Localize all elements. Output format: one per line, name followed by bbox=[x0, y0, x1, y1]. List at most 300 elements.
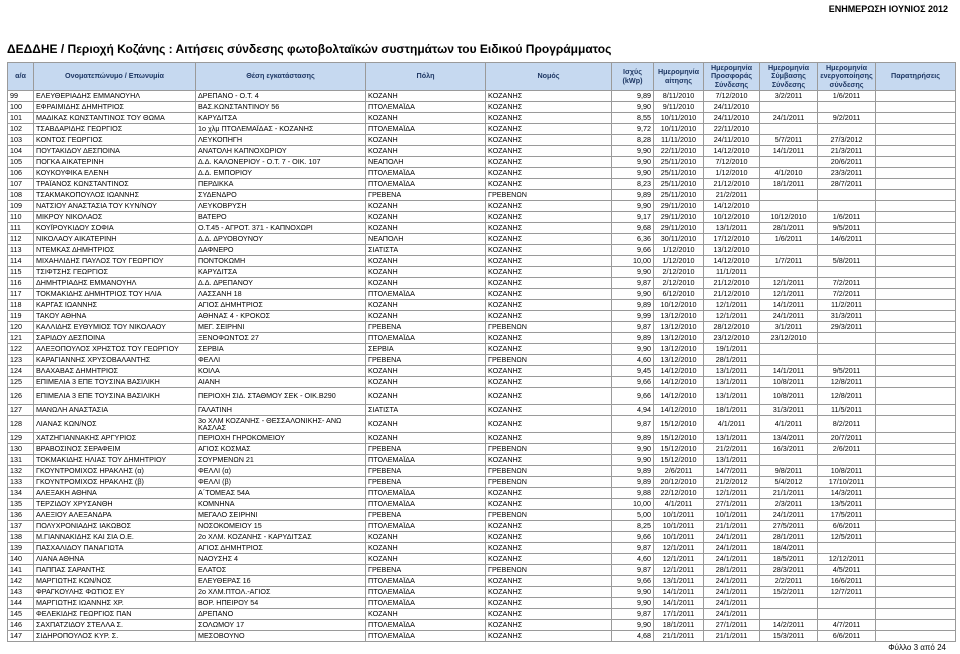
cell-contract-date: 12/1/2011 bbox=[760, 289, 818, 300]
cell-activation-date: 8/2/2011 bbox=[818, 416, 876, 433]
cell-city: ΠΤΟΛΕΜΑΪΔΑ bbox=[366, 179, 486, 190]
cell-city: ΚΟΖΑΝΗ bbox=[366, 267, 486, 278]
cell-aa: 145 bbox=[8, 609, 34, 620]
cell-city: ΚΟΖΑΝΗ bbox=[366, 113, 486, 124]
cell-activation-date bbox=[818, 124, 876, 135]
cell-contract-date bbox=[760, 355, 818, 366]
cell-location: ΓΑΛΑΤΙΝΗ bbox=[196, 405, 366, 416]
cell-name: ΓΚΟΥΝΤΡΟΜΙΧΟΣ ΗΡΑΚΛΗΣ (α) bbox=[34, 466, 196, 477]
cell-remarks bbox=[876, 405, 956, 416]
cell-contract-date bbox=[760, 190, 818, 201]
cell-remarks bbox=[876, 433, 956, 444]
cell-location: ΜΕΣΟΒΟΥΝΟ bbox=[196, 631, 366, 642]
cell-remarks bbox=[876, 444, 956, 455]
cell-city: ΓΡΕΒΕΝΑ bbox=[366, 444, 486, 455]
cell-location: ΣΕΡΒΙΑ bbox=[196, 344, 366, 355]
cell-city: ΓΡΕΒΕΝΑ bbox=[366, 322, 486, 333]
cell-city: ΚΟΖΑΝΗ bbox=[366, 433, 486, 444]
cell-contract-date: 2/2/2011 bbox=[760, 576, 818, 587]
table-row bbox=[8, 499, 956, 510]
cell-aa: 140 bbox=[8, 554, 34, 565]
cell-remarks bbox=[876, 223, 956, 234]
cell-power: 4,94 bbox=[612, 405, 654, 416]
table-row bbox=[8, 366, 956, 377]
cell-aa: 100 bbox=[8, 102, 34, 113]
cell-power: 9,66 bbox=[612, 377, 654, 388]
cell-offer-date: 28/12/2010 bbox=[704, 322, 760, 333]
cell-offer-date: 24/1/2011 bbox=[704, 598, 760, 609]
cell-activation-date: 12/7/2011 bbox=[818, 587, 876, 598]
cell-contract-date: 5/4/2012 bbox=[760, 477, 818, 488]
cell-activation-date bbox=[818, 102, 876, 113]
cell-prefecture: ΚΟΖΑΝΗΣ bbox=[486, 124, 612, 135]
cell-offer-date: 17/12/2010 bbox=[704, 234, 760, 245]
cell-remarks bbox=[876, 609, 956, 620]
cell-location: ΛΕΥΚΟΠΗΓΗ bbox=[196, 135, 366, 146]
cell-activation-date: 17/10/2011 bbox=[818, 477, 876, 488]
cell-offer-date: 24/1/2011 bbox=[704, 554, 760, 565]
cell-location: 1ο χλμ ΠΤΟΛΕΜΑΪΔΑΣ - ΚΟΖΑΝΗΣ bbox=[196, 124, 366, 135]
table-row bbox=[8, 510, 956, 521]
cell-city: ΚΟΖΑΝΗ bbox=[366, 366, 486, 377]
cell-aa: 119 bbox=[8, 311, 34, 322]
cell-name: ΜΙΧΑΗΛΙΔΗΣ ΠΑΥΛΟΣ ΤΟΥ ΓΕΩΡΓΙΟΥ bbox=[34, 256, 196, 267]
cell-name: ΚΟΥΪΡΟΥΚΙΔΟΥ ΣΟΦΙΑ bbox=[34, 223, 196, 234]
cell-activation-date: 27/3/2012 bbox=[818, 135, 876, 146]
cell-prefecture: ΚΟΖΑΝΗΣ bbox=[486, 245, 612, 256]
cell-name: ΚΟΥΚΟΥΦΙΚΑ ΕΛΕΝΗ bbox=[34, 168, 196, 179]
cell-contract-date: 16/3/2011 bbox=[760, 444, 818, 455]
cell-aa: 143 bbox=[8, 587, 34, 598]
cell-activation-date bbox=[818, 455, 876, 466]
cell-application-date: 12/1/2011 bbox=[654, 554, 704, 565]
cell-aa: 132 bbox=[8, 466, 34, 477]
cell-power: 6,36 bbox=[612, 234, 654, 245]
cell-activation-date: 12/8/2011 bbox=[818, 377, 876, 388]
cell-name: ΤΟΚΜΑΚΙΔΗΣ ΔΗΜΗΤΡΙΟΣ ΤΟΥ ΗΛΙΑ bbox=[34, 289, 196, 300]
cell-application-date: 22/11/2010 bbox=[654, 146, 704, 157]
cell-offer-date: 13/1/2011 bbox=[704, 223, 760, 234]
cell-city: ΚΟΖΑΝΗ bbox=[366, 223, 486, 234]
cell-city: ΚΟΖΑΝΗ bbox=[366, 135, 486, 146]
cell-location: Α΄ΤΟΜΕΑΣ 54Α bbox=[196, 488, 366, 499]
cell-application-date: 8/11/2010 bbox=[654, 91, 704, 102]
cell-contract-date: 10/8/2011 bbox=[760, 377, 818, 388]
cell-activation-date: 20/6/2011 bbox=[818, 157, 876, 168]
table-row bbox=[8, 179, 956, 190]
cell-aa: 113 bbox=[8, 245, 34, 256]
cell-contract-date: 4/1/2010 bbox=[760, 168, 818, 179]
cell-aa: 141 bbox=[8, 565, 34, 576]
cell-power: 9,89 bbox=[612, 190, 654, 201]
cell-contract-date: 18/5/2011 bbox=[760, 554, 818, 565]
cell-remarks bbox=[876, 344, 956, 355]
table-row bbox=[8, 168, 956, 179]
cell-power: 9,66 bbox=[612, 388, 654, 405]
cell-offer-date: 24/11/2010 bbox=[704, 102, 760, 113]
cell-aa: 128 bbox=[8, 416, 34, 433]
cell-application-date: 12/1/2011 bbox=[654, 543, 704, 554]
cell-application-date: 10/11/2010 bbox=[654, 124, 704, 135]
table-row bbox=[8, 444, 956, 455]
header-col-activation-date: Ημερομηνία ενεργοποίησης σύνδεσης bbox=[818, 63, 876, 91]
cell-prefecture: ΚΟΖΑΝΗΣ bbox=[486, 366, 612, 377]
cell-name: ΜΙΚΡΟΥ ΝΙΚΟΛΑΟΣ bbox=[34, 212, 196, 223]
cell-application-date: 6/12/2010 bbox=[654, 289, 704, 300]
cell-location: ΠΟΝΤΟΚΩΜΗ bbox=[196, 256, 366, 267]
cell-name: ΒΡΑΒΟΣΙΝΟΣ ΣΕΡΑΦΕΙΜ bbox=[34, 444, 196, 455]
cell-contract-date: 5/7/2011 bbox=[760, 135, 818, 146]
cell-contract-date: 27/5/2011 bbox=[760, 521, 818, 532]
table-row bbox=[8, 201, 956, 212]
cell-aa: 122 bbox=[8, 344, 34, 355]
cell-offer-date: 7/12/2010 bbox=[704, 157, 760, 168]
cell-offer-date: 18/1/2011 bbox=[704, 405, 760, 416]
cell-prefecture: ΚΟΖΑΝΗΣ bbox=[486, 234, 612, 245]
cell-prefecture: ΚΟΖΑΝΗΣ bbox=[486, 311, 612, 322]
cell-activation-date: 13/5/2011 bbox=[818, 499, 876, 510]
cell-name: ΣΑΡΙΔΟΥ ΔΕΣΠΟΙΝΑ bbox=[34, 333, 196, 344]
cell-location: ΑΙΑΝΗ bbox=[196, 377, 366, 388]
cell-aa: 107 bbox=[8, 179, 34, 190]
applications-table bbox=[7, 62, 956, 642]
cell-application-date: 13/12/2010 bbox=[654, 311, 704, 322]
cell-activation-date: 29/3/2011 bbox=[818, 322, 876, 333]
cell-city: ΣΙΑΤΙΣΤΑ bbox=[366, 245, 486, 256]
cell-activation-date: 4/5/2011 bbox=[818, 565, 876, 576]
cell-location: ΝΟΣΟΚΟΜΕΙΟΥ 15 bbox=[196, 521, 366, 532]
table-row bbox=[8, 388, 956, 405]
cell-remarks bbox=[876, 377, 956, 388]
cell-contract-date: 24/1/2011 bbox=[760, 311, 818, 322]
cell-location: ΚΟΜΝΗΝΑ bbox=[196, 499, 366, 510]
cell-remarks bbox=[876, 631, 956, 642]
cell-location: ΠΕΡΙΟΧΗ ΓΗΡΟΚΟΜΕΙΟΥ bbox=[196, 433, 366, 444]
cell-offer-date: 28/1/2011 bbox=[704, 355, 760, 366]
cell-application-date: 10/11/2010 bbox=[654, 113, 704, 124]
cell-application-date: 25/11/2010 bbox=[654, 190, 704, 201]
table-row bbox=[8, 587, 956, 598]
cell-remarks bbox=[876, 510, 956, 521]
cell-application-date: 15/12/2010 bbox=[654, 444, 704, 455]
cell-city: ΝΕΑΠΟΛΗ bbox=[366, 234, 486, 245]
cell-aa: 123 bbox=[8, 355, 34, 366]
cell-offer-date: 14/7/2011 bbox=[704, 466, 760, 477]
cell-remarks bbox=[876, 587, 956, 598]
cell-name: ΒΛΑΧΑΒΑΣ ΔΗΜΗΤΡΙΟΣ bbox=[34, 366, 196, 377]
header-col-prefecture: Νομός bbox=[486, 63, 612, 91]
cell-name: ΜΑΡΓΙΩΤΗΣ ΙΩΑΝΝΗΣ ΧΡ. bbox=[34, 598, 196, 609]
cell-contract-date: 3/2/2011 bbox=[760, 91, 818, 102]
cell-contract-date: 10/8/2011 bbox=[760, 388, 818, 405]
cell-application-date: 2/12/2010 bbox=[654, 267, 704, 278]
cell-city: ΠΤΟΛΕΜΑΪΔΑ bbox=[366, 488, 486, 499]
cell-prefecture: ΓΡΕΒΕΝΩΝ bbox=[486, 190, 612, 201]
table-row bbox=[8, 576, 956, 587]
cell-offer-date: 14/12/2010 bbox=[704, 201, 760, 212]
cell-offer-date: 10/12/2010 bbox=[704, 212, 760, 223]
cell-location: ΒΑΣ.ΚΩΝΣΤΑΝΤΙΝΟΥ 56 bbox=[196, 102, 366, 113]
cell-aa: 103 bbox=[8, 135, 34, 146]
cell-prefecture: ΚΟΖΑΝΗΣ bbox=[486, 179, 612, 190]
cell-activation-date: 1/6/2011 bbox=[818, 91, 876, 102]
cell-contract-date bbox=[760, 344, 818, 355]
cell-city: ΚΟΖΑΝΗ bbox=[366, 201, 486, 212]
cell-offer-date: 12/1/2011 bbox=[704, 300, 760, 311]
header-col-offer-date: Ημερομηνία Προσφοράς Σύνδεσης bbox=[704, 63, 760, 91]
cell-application-date: 15/12/2010 bbox=[654, 433, 704, 444]
cell-name: ΜΑΝΩΛΗ ΑΝΑΣΤΑΣΙΑ bbox=[34, 405, 196, 416]
cell-prefecture: ΚΟΖΑΝΗΣ bbox=[486, 405, 612, 416]
cell-aa: 124 bbox=[8, 366, 34, 377]
cell-city: ΠΤΟΛΕΜΑΪΔΑ bbox=[366, 102, 486, 113]
cell-name: ΤΡΑΪΑΝΟΣ ΚΩΝΣΤΑΝΤΙΝΟΣ bbox=[34, 179, 196, 190]
cell-location: ΒΑΤΕΡΟ bbox=[196, 212, 366, 223]
cell-name: ΠΟΛΥΧΡΟΝΙΑΔΗΣ ΙΑΚΩΒΟΣ bbox=[34, 521, 196, 532]
cell-contract-date bbox=[760, 598, 818, 609]
table-row bbox=[8, 620, 956, 631]
cell-remarks bbox=[876, 124, 956, 135]
cell-activation-date: 17/5/2011 bbox=[818, 510, 876, 521]
cell-remarks bbox=[876, 466, 956, 477]
cell-aa: 130 bbox=[8, 444, 34, 455]
cell-activation-date: 1/6/2011 bbox=[818, 212, 876, 223]
cell-application-date: 13/12/2010 bbox=[654, 355, 704, 366]
table-row bbox=[8, 405, 956, 416]
cell-aa: 105 bbox=[8, 157, 34, 168]
cell-prefecture: ΚΟΖΑΝΗΣ bbox=[486, 135, 612, 146]
header-col-aa: α/α bbox=[8, 63, 34, 91]
cell-prefecture: ΚΟΖΑΝΗΣ bbox=[486, 433, 612, 444]
cell-city: ΣΙΑΤΙΣΤΑ bbox=[366, 405, 486, 416]
cell-city: ΠΤΟΛΕΜΑΪΔΑ bbox=[366, 620, 486, 631]
cell-name: ΚΑΡΓΑΣ ΙΩΑΝΝΗΣ bbox=[34, 300, 196, 311]
table-row bbox=[8, 333, 956, 344]
cell-prefecture: ΚΟΖΑΝΗΣ bbox=[486, 388, 612, 405]
cell-location: ΑΓΙΟΣ ΔΗΜΗΤΡΙΟΣ bbox=[196, 300, 366, 311]
cell-prefecture: ΚΟΖΑΝΗΣ bbox=[486, 587, 612, 598]
cell-prefecture: ΚΟΖΑΝΗΣ bbox=[486, 267, 612, 278]
cell-application-date: 10/1/2011 bbox=[654, 532, 704, 543]
cell-name: ΠΟΓΚΑ ΑΙΚΑΤΕΡΙΝΗ bbox=[34, 157, 196, 168]
table-row bbox=[8, 124, 956, 135]
cell-offer-date: 24/11/2010 bbox=[704, 113, 760, 124]
cell-power: 9,68 bbox=[612, 223, 654, 234]
cell-remarks bbox=[876, 146, 956, 157]
table-row bbox=[8, 609, 956, 620]
cell-offer-date: 10/1/2011 bbox=[704, 510, 760, 521]
cell-aa: 112 bbox=[8, 234, 34, 245]
cell-prefecture: ΚΟΖΑΝΗΣ bbox=[486, 223, 612, 234]
cell-application-date: 17/1/2011 bbox=[654, 609, 704, 620]
cell-city: ΚΟΖΑΝΗ bbox=[366, 388, 486, 405]
cell-remarks bbox=[876, 102, 956, 113]
cell-city: ΠΤΟΛΕΜΑΪΔΑ bbox=[366, 499, 486, 510]
cell-name: ΛΙΑΝΑΣ ΚΩΝ/ΝΟΣ bbox=[34, 416, 196, 433]
cell-application-date: 18/1/2011 bbox=[654, 620, 704, 631]
table-row bbox=[8, 455, 956, 466]
cell-remarks bbox=[876, 157, 956, 168]
cell-contract-date: 9/8/2011 bbox=[760, 466, 818, 477]
cell-application-date: 25/11/2010 bbox=[654, 168, 704, 179]
cell-prefecture: ΓΡΕΒΕΝΩΝ bbox=[486, 355, 612, 366]
cell-name: ΠΟΥΤΑΚΙΔΟΥ ΔΕΣΠΟΙΝΑ bbox=[34, 146, 196, 157]
cell-name: ΜΑΡΓΙΩΤΗΣ ΚΩΝ/ΝΟΣ bbox=[34, 576, 196, 587]
cell-city: ΣΕΡΒΙΑ bbox=[366, 344, 486, 355]
cell-contract-date: 31/3/2011 bbox=[760, 405, 818, 416]
cell-name: ΜΑΔΙΚΑΣ ΚΩΝΣΤΑΝΤΙΝΟΣ ΤΟΥ ΘΩΜΑ bbox=[34, 113, 196, 124]
cell-activation-date: 31/3/2011 bbox=[818, 311, 876, 322]
cell-name: ΑΛΕΞΙΟΥ ΑΛΕΞΑΝΔΡΑ bbox=[34, 510, 196, 521]
table-row bbox=[8, 543, 956, 554]
cell-location: Δ.Δ. ΕΜΠΟΡΙΟΥ bbox=[196, 168, 366, 179]
cell-power: 8,28 bbox=[612, 135, 654, 146]
cell-activation-date bbox=[818, 609, 876, 620]
cell-power: 9,87 bbox=[612, 543, 654, 554]
cell-activation-date bbox=[818, 201, 876, 212]
cell-location: ΛΑΣΣΑΝΗ 18 bbox=[196, 289, 366, 300]
cell-offer-date: 24/11/2010 bbox=[704, 135, 760, 146]
cell-location: ΦΕΛΛΙ (β) bbox=[196, 477, 366, 488]
cell-location: ΔΡΕΠΑΝΟ bbox=[196, 609, 366, 620]
cell-prefecture: ΚΟΖΑΝΗΣ bbox=[486, 168, 612, 179]
cell-city: ΠΤΟΛΕΜΑΪΔΑ bbox=[366, 455, 486, 466]
cell-activation-date: 11/2/2011 bbox=[818, 300, 876, 311]
cell-city: ΚΟΖΑΝΗ bbox=[366, 311, 486, 322]
cell-location: ΒΟΡ. ΗΠΕΙΡΟΥ 54 bbox=[196, 598, 366, 609]
header-col-city: Πόλη bbox=[366, 63, 486, 91]
cell-power: 9,90 bbox=[612, 168, 654, 179]
cell-application-date: 14/1/2011 bbox=[654, 587, 704, 598]
cell-prefecture: ΚΟΖΑΝΗΣ bbox=[486, 620, 612, 631]
cell-remarks bbox=[876, 598, 956, 609]
cell-power: 9,89 bbox=[612, 466, 654, 477]
cell-application-date: 11/11/2010 bbox=[654, 135, 704, 146]
cell-power: 9,87 bbox=[612, 565, 654, 576]
table-row bbox=[8, 278, 956, 289]
cell-remarks bbox=[876, 565, 956, 576]
cell-power: 9,17 bbox=[612, 212, 654, 223]
cell-power: 9,90 bbox=[612, 455, 654, 466]
cell-aa: 142 bbox=[8, 576, 34, 587]
cell-contract-date bbox=[760, 455, 818, 466]
cell-remarks bbox=[876, 113, 956, 124]
cell-name: ΦΕΛΕΚΙΔΗΣ ΓΕΩΡΓΙΟΣ ΠΑΝ bbox=[34, 609, 196, 620]
cell-activation-date: 7/2/2011 bbox=[818, 278, 876, 289]
cell-offer-date: 23/12/2010 bbox=[704, 333, 760, 344]
cell-application-date: 14/12/2010 bbox=[654, 377, 704, 388]
cell-location: ΜΕΓΑΛΟ ΣΕΙΡΗΝΙ bbox=[196, 510, 366, 521]
cell-name: ΕΠΙΜΕΛΙΑ 3 ΕΠΕ ΤΟΥΣΙΝΑ ΒΑΣΙΛΙΚΗ bbox=[34, 388, 196, 405]
cell-power: 9,72 bbox=[612, 124, 654, 135]
cell-remarks bbox=[876, 91, 956, 102]
cell-offer-date: 19/1/2011 bbox=[704, 344, 760, 355]
table-row bbox=[8, 521, 956, 532]
cell-location: 2ο ΧΛΜ. ΚΟΖΑΝΗΣ - ΚΑΡΥΔΙΤΣΑΣ bbox=[196, 532, 366, 543]
cell-name: ΚΑΡΑΓΙΑΝΝΗΣ ΧΡΥΣΟΒΑΛΑΝΤΗΣ bbox=[34, 355, 196, 366]
cell-name: ΤΣΑΚΜΑΚΟΠΟΥΛΟΣ ΙΩΑΝΝΗΣ bbox=[34, 190, 196, 201]
cell-activation-date: 28/7/2011 bbox=[818, 179, 876, 190]
cell-offer-date: 21/2/2012 bbox=[704, 477, 760, 488]
cell-city: ΠΤΟΛΕΜΑΪΔΑ bbox=[366, 521, 486, 532]
cell-aa: 115 bbox=[8, 267, 34, 278]
cell-prefecture: ΓΡΕΒΕΝΩΝ bbox=[486, 565, 612, 576]
cell-contract-date: 18/1/2011 bbox=[760, 179, 818, 190]
table-row bbox=[8, 234, 956, 245]
cell-application-date: 14/1/2011 bbox=[654, 598, 704, 609]
cell-city: ΚΟΖΑΝΗ bbox=[366, 278, 486, 289]
cell-activation-date bbox=[818, 543, 876, 554]
cell-prefecture: ΚΟΖΑΝΗΣ bbox=[486, 146, 612, 157]
cell-application-date: 10/1/2011 bbox=[654, 510, 704, 521]
cell-contract-date: 14/1/2011 bbox=[760, 366, 818, 377]
cell-offer-date: 13/1/2011 bbox=[704, 433, 760, 444]
cell-aa: 106 bbox=[8, 168, 34, 179]
cell-power: 9,88 bbox=[612, 488, 654, 499]
cell-contract-date: 4/1/2011 bbox=[760, 416, 818, 433]
table-row bbox=[8, 267, 956, 278]
table-row bbox=[8, 631, 956, 642]
cell-city: ΚΟΖΑΝΗ bbox=[366, 91, 486, 102]
cell-offer-date: 11/1/2011 bbox=[704, 267, 760, 278]
header-col-location: Θέση εγκατάστασης bbox=[196, 63, 366, 91]
cell-city: ΓΡΕΒΕΝΑ bbox=[366, 355, 486, 366]
cell-city: ΝΕΑΠΟΛΗ bbox=[366, 157, 486, 168]
cell-offer-date: 13/1/2011 bbox=[704, 388, 760, 405]
cell-location: 2ο ΧΛΜ.ΠΤΟΛ.-ΑΓΙΟΣ bbox=[196, 587, 366, 598]
cell-name: ΚΑΛΛΙΔΗΣ ΕΥΘΥΜΙΟΣ ΤΟΥ ΝΙΚΟΛΑΟΥ bbox=[34, 322, 196, 333]
cell-application-date: 1/12/2010 bbox=[654, 245, 704, 256]
cell-power: 9,90 bbox=[612, 201, 654, 212]
cell-activation-date: 10/8/2011 bbox=[818, 466, 876, 477]
cell-remarks bbox=[876, 488, 956, 499]
cell-power: 5,00 bbox=[612, 510, 654, 521]
cell-prefecture: ΚΟΖΑΝΗΣ bbox=[486, 212, 612, 223]
cell-offer-date: 13/1/2011 bbox=[704, 455, 760, 466]
cell-name: ΤΣΙΦΤΣΗΣ ΓΕΩΡΓΙΟΣ bbox=[34, 267, 196, 278]
cell-power: 9,66 bbox=[612, 576, 654, 587]
cell-application-date: 13/12/2010 bbox=[654, 333, 704, 344]
cell-aa: 102 bbox=[8, 124, 34, 135]
cell-location: ΦΕΛΛΙ bbox=[196, 355, 366, 366]
cell-name: ΓΚΟΥΝΤΡΟΜΙΧΟΣ ΗΡΑΚΛΗΣ (β) bbox=[34, 477, 196, 488]
cell-aa: 137 bbox=[8, 521, 34, 532]
cell-prefecture: ΚΟΖΑΝΗΣ bbox=[486, 344, 612, 355]
cell-activation-date: 9/2/2011 bbox=[818, 113, 876, 124]
cell-name: ΤΑΚΟΥ ΑΘΗΝΑ bbox=[34, 311, 196, 322]
cell-city: ΚΟΖΑΝΗ bbox=[366, 146, 486, 157]
cell-aa: 116 bbox=[8, 278, 34, 289]
cell-city: ΓΡΕΒΕΝΑ bbox=[366, 477, 486, 488]
cell-application-date: 14/12/2010 bbox=[654, 405, 704, 416]
cell-aa: 99 bbox=[8, 91, 34, 102]
cell-city: ΚΟΖΑΝΗ bbox=[366, 554, 486, 565]
cell-prefecture: ΚΟΖΑΝΗΣ bbox=[486, 113, 612, 124]
cell-remarks bbox=[876, 521, 956, 532]
cell-contract-date: 21/1/2011 bbox=[760, 488, 818, 499]
cell-power: 8,25 bbox=[612, 521, 654, 532]
cell-name: ΑΛΕΞΑΚΗ ΑΘΗΝΑ bbox=[34, 488, 196, 499]
cell-prefecture: ΚΟΖΑΝΗΣ bbox=[486, 91, 612, 102]
table-row bbox=[8, 212, 956, 223]
cell-remarks bbox=[876, 532, 956, 543]
cell-aa: 126 bbox=[8, 388, 34, 405]
cell-location: 3ο ΧΛΜ ΚΟΖΑΝΗΣ - ΘΕΣΣΑΛΟΝΙΚΗΣ- ΑΝΩ ΚΑΣΛΑΣ bbox=[196, 416, 366, 433]
cell-name: ΝΙΚΟΛΑΟΥ ΑΙΚΑΤΕΡΙΝΗ bbox=[34, 234, 196, 245]
cell-name: ΚΟΝΤΟΣ ΓΕΩΡΓΙΟΣ bbox=[34, 135, 196, 146]
cell-prefecture: ΚΟΖΑΝΗΣ bbox=[486, 455, 612, 466]
cell-aa: 117 bbox=[8, 289, 34, 300]
